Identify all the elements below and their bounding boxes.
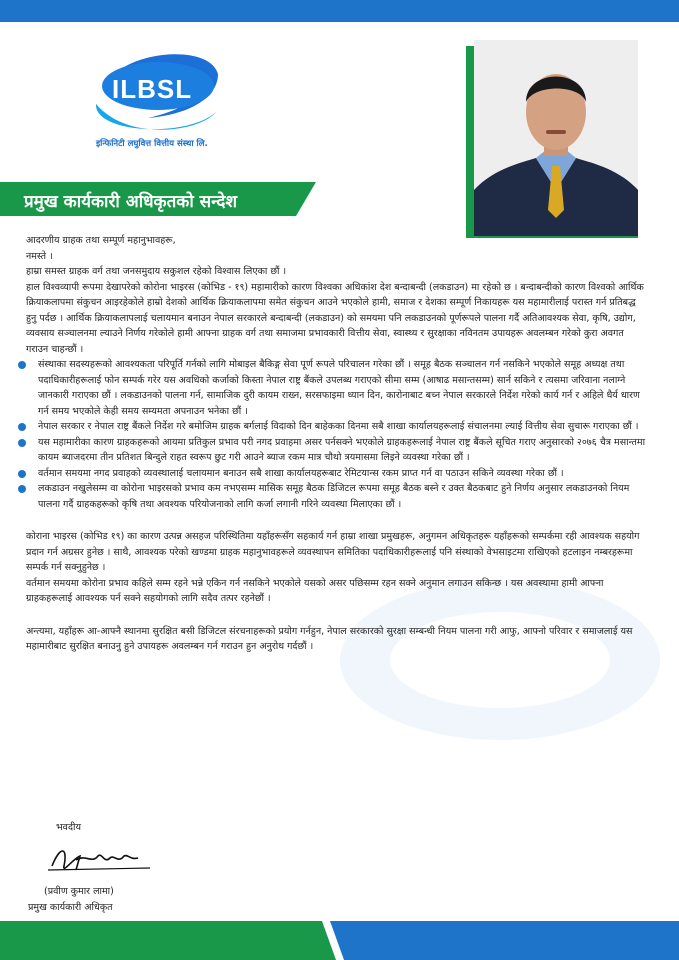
list-item: नेपाल सरकार र नेपाल राष्ट्र बैंकले निर्देश गरे बमोजिम ग्राहक बर्गलाई विदाको दिन बाहेकका दिनमा सबै शाखा कार्यालयहरूलाई संचालनमा ल्याई वित्तीय सेवा सुचारू गराएका छौं । bbox=[26, 419, 648, 435]
bullet-icon bbox=[18, 439, 26, 447]
page-title: प्रमुख कार्यकारी अधिकृतको सन्देश bbox=[24, 192, 238, 212]
staff-paragraph: कोराना भाइरस (कोभिड १९) का कारण उत्पन्न असहज परिस्थितिमा यहाँहरूसँग सहकार्य गर्न हाम्रा शाखा प्रमुखहरू, अनुगमन अधिकृतहरू यहाँहरूको सम्पर्कमा रही आवश्यक सहयोग प्रदान गर्न अग्रसर हुनेछ । साथै, आवश्यक परेको खण्डमा ग्राहक महानुभावहरूले व्यवस्थापन समितिका पदाधिकारीहरूलाई पनि संस्थाको वेभसाइटमा राखिएको हटलाइन नम्बरहरूमा सम्पर्क गर्न सक्नुहुनेछ । bbox=[26, 531, 640, 573]
bullet-icon bbox=[18, 361, 26, 369]
logo-tagline: इन्फिनिटी लघुवित्त वित्तीय संस्था लि. bbox=[96, 139, 208, 149]
ceo-portrait-icon bbox=[474, 40, 638, 236]
list-item: संस्थाका सदस्यहरूको आवश्यकता परिपूर्ति गर्नको लागि मोबाइल बैकिङ्ग सेवा पूर्ण रूपले परिचालन गरेका छौं । समूह बैठक सञ्चालन गर्न नसकिने भएकोले समूह अध्यक्ष तथा पदाधिकारीहरूलाई फोन सम्पर्क गरेर यस अवधिको कर्जाको किस्ता नेपाल राष्ट्र बैंकले उपलब्ध गराएको सीमा सम्म (आषाढ मसान्तसम्म) सार्न सकिने र त्यसमा जरिवाना नलाग्ने जानकारी गराएका छौं । लकडाउनको पालना गर्न, सामाजिक दुरी कायम राख्न, सरसफाइमा ध्यान दिन, कारोनाबाट बच्न नेपाल सरकारले निर्देश गरेको कार्य गर्न र अहिले धैर्य धारण गर्न समय भएकोले केही समय सम्यमता अपनाउन भनेका छौं । bbox=[26, 357, 648, 419]
letter-body bbox=[26, 233, 648, 655]
signature-icon bbox=[46, 836, 156, 880]
bullet-icon bbox=[18, 485, 26, 493]
effect-paragraph: वर्तमान समयमा कोरोना प्रभाव कहिले सम्म रहने भन्ने एकिन गर्न नसकिने भएकोले यसको असर पछिसम्म रहन सक्ने अनुमान लगाउन सकिन्छ । यस अवस्थामा हामी आफ्ना ग्राहकहरूलाई आवश्यक पर्न सक्ने सहयोगको लागि सदैव तत्पर रहनेछौं । bbox=[26, 577, 604, 604]
closing: भवदीय bbox=[56, 822, 81, 833]
footer-band bbox=[0, 921, 679, 960]
top-color-bar bbox=[0, 0, 679, 22]
signer-title: प्रमुख कार्यकारी अधिकृत bbox=[28, 902, 113, 913]
list-item: वर्तमान समयमा नगद प्रवाहको व्यवस्थालाई चलायमान बनाउन सबै शाखा कार्यालयहरूबाट रेमिटयान्स रकम प्राप्त गर्न वा पठाउन सकिने व्यवस्था गरेका छौं । bbox=[26, 466, 648, 482]
list-item: यस महामारीका कारण ग्राहकहरूको आयमा प्रतिकुल प्रभाव परी नगद प्रवाहमा असर पर्नसक्ने भएकोले ग्राहकहरूलाई नेपाल राष्ट्र बैंकले सूचित गराए अनुसारको २०७६ चैत्र मसान्तमा कायम ब्याजदरमा तीन प्रतिशत बिन्दुले राहत स्वरूप छुट गरी आउने ब्याज रकम मात्र चौथो त्रयमासमा लिइने व्यवस्था गरेका छौं । bbox=[26, 435, 648, 466]
opening-line: हाम्रा समस्त ग्राहक वर्ग तथा जनसमुदाय सकुशल रहेको विश्वास लिएका छौं । bbox=[26, 266, 287, 277]
final-paragraph: अन्त्यमा, यहाँहरू आ-आफ्नै स्थानमा सुरक्षित बसी डिजिटल संरचनाहरूको प्रयोग गर्नहुन, नेपाल सरकारको सुरक्षा सम्बन्धी नियम पालना गरी आफु, आफ्नो परिवार र समाजलाई यस महामारीबाट सुरक्षित बनाउनु हुने उपायहरू अवलम्बन गर्न गराउन हुन अनुरोध गर्दछौं । bbox=[26, 625, 633, 652]
signer-name: (प्रवीण कुमार लामा) bbox=[44, 886, 114, 897]
list-item: लकडाउन नखुलेसम्म वा कोरोना भाइरसको प्रभाव कम नभएसम्म मासिक समूह बैठक डिजिटल रूपमा समूह बैठक बस्ने र उक्त बैठकबाट हुने निर्णय अनुसार लकडाउनको नियम पालना गर्दै ग्राहकहरूको कृषि तथा अवश्यक परियोजनाको लागि कर्जा लगानी गरिने व्यवस्था मिलाएका छौं । bbox=[26, 481, 648, 512]
signature-block bbox=[28, 820, 228, 920]
ilbsl-logo bbox=[88, 34, 238, 164]
bullet-icon bbox=[18, 470, 26, 478]
bullet-icon bbox=[18, 423, 26, 431]
salutation: आदरणीय ग्राहक तथा सम्पूर्ण महानुभावहरू, bbox=[26, 235, 176, 246]
intro-paragraph: हाल विश्वव्यापी रूपमा देखापरेको कोरोना भाइरस (कोभिड - १९) महामारीको कारण विश्वका अधिकांश देश बन्दाबन्दी (लकडाउन) मा रहेको छ । बन्दाबन्दीको कारण विश्वको आर्थिक क्रियाकलापमा संकुचन आइरहेकोले हाम्रो देशको आर्थिक क्रियाकलापमा समेत संकुचन आउने भएकोले हामी, समाज र देशका सम्पूर्ण निकायहरू यस महामारीलाई परास्त गर्न प्रतिबद्ध हुनु पर्दछ । आर्थिक क्रियाकलापलाई चलायमान बनाउन नेपाल सरकारले बन्दाबन्दी (लकडाउन) को समयमा पनि लकडाउनको पूर्णरूपले पालना गर्दै अतिआवश्यक सेवा, कृषि, उद्योग, व्यवसाय सञ्चालनमा ल्याउने निर्णय गरेकोले हामी आफ्ना ग्राहक वर्ग तथा समाजमा प्रभावकारी वित्तीय सेवा, स्वास्थ्य र सुरक्षाका नविनतम उपायहरू अवलम्बन गरेको कुरा अवगत गराउन चाहन्छौं । bbox=[26, 281, 644, 355]
logo-name: ILBSL bbox=[112, 74, 193, 104]
greeting: नमस्ते । bbox=[26, 250, 53, 262]
measures-list bbox=[26, 357, 648, 512]
